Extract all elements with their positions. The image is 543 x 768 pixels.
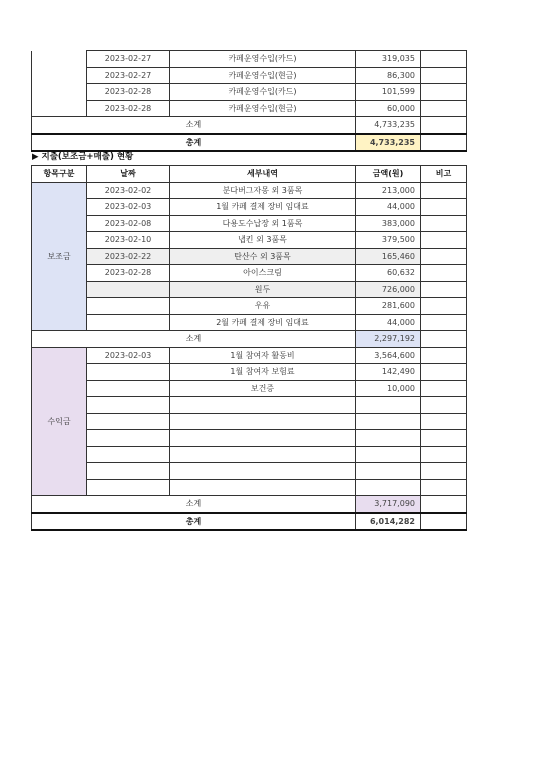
- header-note: 비고: [421, 166, 467, 183]
- table-row: [32, 479, 467, 496]
- revenue-table: [31, 50, 467, 152]
- date-cell: [87, 430, 170, 447]
- date-cell: 2023-02-27: [87, 67, 170, 84]
- note-cell: [421, 347, 467, 364]
- revenue-body: [32, 51, 467, 152]
- amount-cell: 86,300: [356, 67, 421, 84]
- subtotal-value: 2,297,192: [356, 331, 421, 348]
- subtotal-label: 소계: [32, 117, 356, 134]
- category-cell: [32, 51, 87, 68]
- desc-cell: 냅킨 외 3품목: [170, 232, 356, 249]
- desc-cell: [170, 430, 356, 447]
- subtotal-row: [32, 117, 467, 134]
- category-cell: [32, 67, 87, 84]
- total-value: 6,014,282: [356, 513, 421, 531]
- note-cell: [421, 430, 467, 447]
- note-cell: [421, 513, 467, 531]
- table-row: [32, 347, 467, 364]
- date-cell: 2023-02-28: [87, 100, 170, 117]
- amount-cell: 44,000: [356, 314, 421, 331]
- note-cell: [421, 446, 467, 463]
- expense-table: [31, 165, 467, 531]
- subtotal-label: 소계: [32, 496, 356, 513]
- category-cell: [32, 84, 87, 101]
- table-row: [32, 67, 467, 84]
- amount-cell: 142,490: [356, 364, 421, 381]
- amount-cell: 379,500: [356, 232, 421, 249]
- desc-cell: 분다버그자몽 외 3품목: [170, 182, 356, 199]
- amount-cell: [356, 430, 421, 447]
- note-cell: [421, 298, 467, 315]
- amount-cell: 213,000: [356, 182, 421, 199]
- table-row: [32, 215, 467, 232]
- table-row: [32, 84, 467, 101]
- note-cell: [421, 100, 467, 117]
- note-cell: [421, 199, 467, 216]
- desc-cell: [170, 479, 356, 496]
- desc-cell: 1월 참여자 보험료: [170, 364, 356, 381]
- date-cell: 2023-02-02: [87, 182, 170, 199]
- note-cell: [421, 248, 467, 265]
- note-cell: [421, 380, 467, 397]
- note-cell: [421, 215, 467, 232]
- date-cell: 2023-02-28: [87, 265, 170, 282]
- desc-cell: 아이스크림: [170, 265, 356, 282]
- table-row: [32, 199, 467, 216]
- subtotal-row: [32, 496, 467, 513]
- table-row: [32, 397, 467, 414]
- total-row: [32, 513, 467, 531]
- table-row: [32, 364, 467, 381]
- note-cell: [421, 413, 467, 430]
- amount-cell: 383,000: [356, 215, 421, 232]
- date-cell: [87, 463, 170, 480]
- amount-cell: [356, 463, 421, 480]
- total-label: 총계: [32, 134, 356, 152]
- note-cell: [421, 479, 467, 496]
- expense-header-row: [32, 166, 467, 183]
- desc-cell: 카페운영수입(카드): [170, 84, 356, 101]
- note-cell: [421, 182, 467, 199]
- table-row: [32, 248, 467, 265]
- note-cell: [421, 67, 467, 84]
- table-row: [32, 463, 467, 480]
- note-cell: [421, 496, 467, 513]
- table-row: [32, 51, 467, 68]
- amount-cell: [356, 446, 421, 463]
- total-value: 4,733,235: [356, 134, 421, 152]
- expense-body: [32, 182, 467, 530]
- note-cell: [421, 51, 467, 68]
- date-cell: [87, 446, 170, 463]
- total-row: [32, 134, 467, 152]
- date-cell: [87, 314, 170, 331]
- note-cell: [421, 331, 467, 348]
- header-amount: 금액(원): [356, 166, 421, 183]
- category-cell: [32, 100, 87, 117]
- date-cell: [87, 364, 170, 381]
- amount-cell: [356, 397, 421, 414]
- date-cell: 2023-02-10: [87, 232, 170, 249]
- amount-cell: [356, 479, 421, 496]
- table-row: [32, 182, 467, 199]
- table-row: [32, 380, 467, 397]
- date-cell: [87, 413, 170, 430]
- amount-cell: 3,564,600: [356, 347, 421, 364]
- table-row: [32, 100, 467, 117]
- date-cell: 2023-02-08: [87, 215, 170, 232]
- table-row: [32, 298, 467, 315]
- amount-cell: 44,000: [356, 199, 421, 216]
- table-row: [32, 281, 467, 298]
- note-cell: [421, 364, 467, 381]
- date-cell: 2023-02-28: [87, 84, 170, 101]
- date-cell: [87, 281, 170, 298]
- desc-cell: 원두: [170, 281, 356, 298]
- table-row: [32, 413, 467, 430]
- desc-cell: 1월 참여자 활동비: [170, 347, 356, 364]
- table-row: [32, 314, 467, 331]
- table-row: [32, 265, 467, 282]
- amount-cell: 10,000: [356, 380, 421, 397]
- date-cell: 2023-02-03: [87, 347, 170, 364]
- amount-cell: 101,599: [356, 84, 421, 101]
- amount-cell: 60,000: [356, 100, 421, 117]
- subtotal-value: 4,733,235: [356, 117, 421, 134]
- date-cell: [87, 397, 170, 414]
- date-cell: 2023-02-27: [87, 51, 170, 68]
- date-cell: 2023-02-22: [87, 248, 170, 265]
- subtotal-label: 소계: [32, 331, 356, 348]
- note-cell: [421, 463, 467, 480]
- note-cell: [421, 281, 467, 298]
- subsidy-category-cell: 보조금: [32, 182, 87, 331]
- header-desc: 세부내역: [170, 166, 356, 183]
- desc-cell: 다용도수납장 외 1품목: [170, 215, 356, 232]
- desc-cell: 2월 카페 결제 장비 임대료: [170, 314, 356, 331]
- note-cell: [421, 265, 467, 282]
- desc-cell: 우유: [170, 298, 356, 315]
- amount-cell: 165,460: [356, 248, 421, 265]
- desc-cell: [170, 413, 356, 430]
- note-cell: [421, 84, 467, 101]
- table-row: [32, 446, 467, 463]
- table-row: [32, 232, 467, 249]
- amount-cell: 281,600: [356, 298, 421, 315]
- subtotal-row: [32, 331, 467, 348]
- note-cell: [421, 117, 467, 134]
- subtotal-value: 3,717,090: [356, 496, 421, 513]
- note-cell: [421, 314, 467, 331]
- desc-cell: [170, 397, 356, 414]
- amount-cell: 60,632: [356, 265, 421, 282]
- desc-cell: 카페운영수입(현금): [170, 67, 356, 84]
- desc-cell: [170, 463, 356, 480]
- amount-cell: [356, 413, 421, 430]
- date-cell: [87, 380, 170, 397]
- note-cell: [421, 134, 467, 152]
- income-category-cell: 수익금: [32, 347, 87, 496]
- header-date: 날짜: [87, 166, 170, 183]
- desc-cell: 1월 카페 결제 장비 임대료: [170, 199, 356, 216]
- header-category: 항목구분: [32, 166, 87, 183]
- desc-cell: 카페운영수입(카드): [170, 51, 356, 68]
- amount-cell: 319,035: [356, 51, 421, 68]
- note-cell: [421, 232, 467, 249]
- desc-cell: 카페운영수입(현금): [170, 100, 356, 117]
- amount-cell: 726,000: [356, 281, 421, 298]
- date-cell: [87, 479, 170, 496]
- date-cell: [87, 298, 170, 315]
- table-row: [32, 430, 467, 447]
- desc-cell: [170, 446, 356, 463]
- note-cell: [421, 397, 467, 414]
- total-label: 총계: [32, 513, 356, 531]
- desc-cell: 보건증: [170, 380, 356, 397]
- desc-cell: 탄산수 외 3품목: [170, 248, 356, 265]
- date-cell: 2023-02-03: [87, 199, 170, 216]
- expense-heading: ▶ 지출(보조금+매출) 현황: [32, 152, 134, 162]
